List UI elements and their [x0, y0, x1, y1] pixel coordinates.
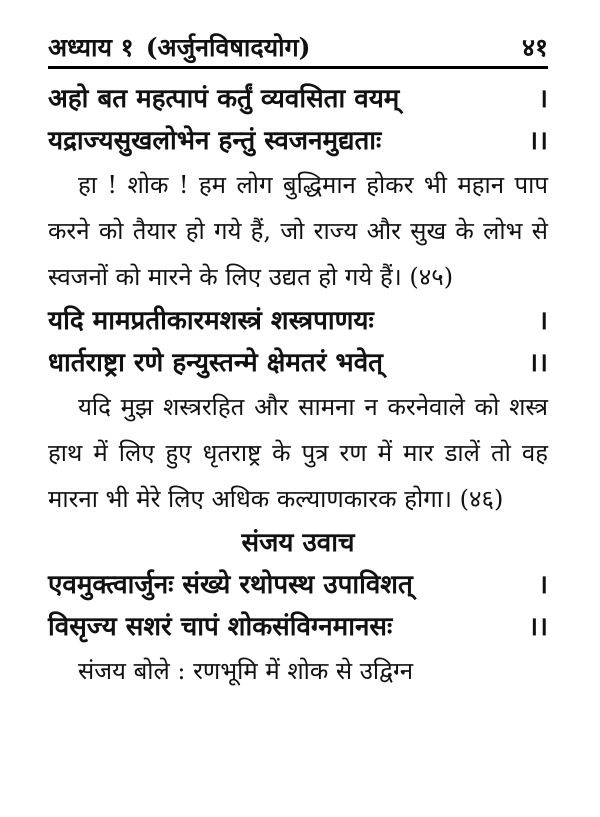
verse-separator: ।	[538, 306, 548, 336]
verse-text: अहो बत महत्पापं कर्तुं व्यवसिता वयम्	[48, 84, 400, 114]
page-content	[48, 78, 548, 694]
verse-text: विसृज्य सशरं चापं शोकसंविग्नमानसः	[48, 612, 393, 642]
verse-47	[48, 564, 548, 648]
verse-text: एवमुक्त्वार्जुनः संख्ये रथोपस्थ उपाविशत्	[48, 570, 413, 600]
verse-separator: ।।	[528, 612, 548, 642]
speaker-heading: संजय उवाच	[241, 528, 355, 558]
verse-separator: ।	[538, 570, 548, 600]
page-number: ४१	[521, 33, 548, 62]
chapter-label: अध्याय १	[48, 33, 134, 62]
page-header	[48, 30, 548, 64]
verse-separator: ।।	[528, 126, 548, 156]
verse-line	[48, 606, 548, 648]
verse-separator: ।।	[528, 348, 548, 378]
verse-line	[48, 300, 548, 342]
header-rule	[48, 66, 548, 69]
verse-text: यदि मामप्रतीकारमशस्त्रं शस्त्रपाणयः	[48, 306, 374, 336]
translation-47: संजय बोले : रणभूमि में शोक से उद्विग्न	[78, 657, 414, 685]
verse-line	[48, 564, 548, 606]
verse-line	[48, 78, 548, 120]
verse-line	[48, 120, 548, 162]
verse-46	[48, 300, 548, 384]
verse-text: यद्राज्यसुखलोभेन हन्तुं स्वजनमुद्यताः	[48, 126, 382, 156]
verse-45	[48, 78, 548, 162]
verse-separator: ।	[538, 84, 548, 114]
translation-46: यदि मुझ शस्त्ररहित और सामना न करनेवाले को शस्त्र हाथ में लिए हुए धृतराष्ट्र के पुत्र रण में मार डालें तो वह मारना भी मेरे लिए अधिक कल्याणकारक होगा। (४६)	[48, 393, 548, 513]
translation-45: हा ! शोक ! हम लोग बुद्धिमान होकर भी महान पाप करने को तैयार हो गये हैं, जो राज्य और सुख के लोभ से स्वजनों को मारने के लिए उद्यत हो गये हैं। (४५)	[48, 171, 548, 291]
chapter-name: (अर्जुनविषादयोग)	[145, 33, 311, 62]
verse-line	[48, 342, 548, 384]
header-left	[48, 30, 311, 64]
verse-text: धार्तराष्ट्रा रणे हन्युस्तन्मे क्षेमतरं भवेत्	[48, 348, 383, 378]
